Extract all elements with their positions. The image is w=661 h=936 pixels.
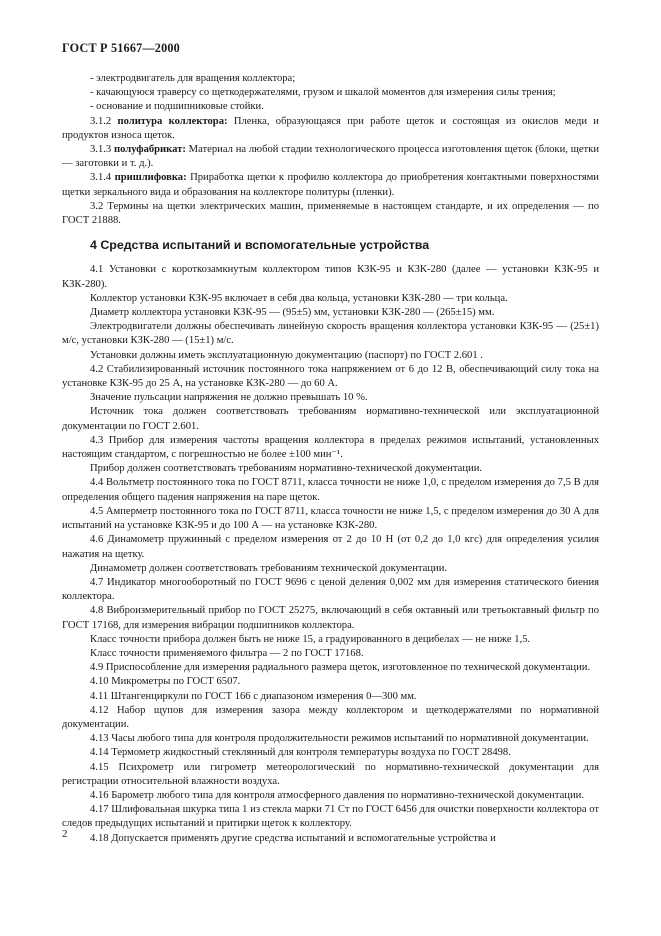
paragraph: 4.10 Микрометры по ГОСТ 6507. <box>90 676 241 688</box>
paragraph: 4.18 Допускается применять другие средства испытаний и вспомогательные устройства и <box>90 832 496 844</box>
document-header: ГОСТ Р 51667—2000 <box>62 41 180 55</box>
paragraph: Источник тока должен соответствовать требованиям нормативно-технической или эксплуатационной документации по ГОСТ 2.601. <box>62 406 599 432</box>
defined-term: пришлифовка: <box>114 172 187 184</box>
defined-term: полуфабрикат: <box>114 144 186 156</box>
paragraph: Прибор должен соответствовать требованиям нормативно-технической документации. <box>90 463 483 475</box>
paragraph: - качающуюся траверсу со щеткодержателями, грузом и шкалой моментов для измерения силы трения; <box>90 87 556 99</box>
paragraph: Значение пульсации напряжения не должно превышать 10 %. <box>90 392 368 404</box>
clause-number: 3.1.2 <box>90 115 112 127</box>
paragraph: 3.2 Термины на щетки электрических машин, применяемые в настоящем стандарте, и их определения — по ГОСТ 21888. <box>62 200 599 227</box>
paragraph: - электродвигатель для вращения коллектора; <box>90 73 296 84</box>
paragraph: 4.12 Набор щупов для измерения зазора между коллектором и щеткодержателями по нормативной документации. <box>62 704 599 730</box>
paragraph: 4.11 Штангенциркули по ГОСТ 166 с диапазоном измерения 0—300 мм. <box>90 690 417 702</box>
definition-text: Приработка щетки к профилю коллектора до приобретения контактными поверхностями щетки зеркального вида и образования на коллекторе политуры (пленки). <box>62 172 599 198</box>
term-definition <box>62 143 599 171</box>
paragraph: 4.2 Стабилизированный источник постоянного тока напряжением от 6 до 12 В, обеспечивающий силу тока на установке КЗК-95 до 25 А, на установке КЗК-280 — до 60 А. <box>62 363 599 390</box>
paragraph: - основание и подшипниковые стойки. <box>90 101 264 113</box>
paragraph: 4.14 Термометр жидкостный стеклянный для контроля температуры воздуха по ГОСТ 28498. <box>90 747 511 759</box>
paragraph: Коллектор установки КЗК-95 включает в себя два кольца, установки КЗК-280 — три кольца. <box>90 292 508 304</box>
paragraph: 4.1 Установки с короткозамкнутым коллектором типов КЗК-95 и КЗК-280 (далее — установки КЗК-95 и КЗК-280). <box>62 264 599 290</box>
paragraph: Динамометр должен соответствовать требованиям технической документации. <box>90 562 448 574</box>
term-definition <box>62 115 599 143</box>
paragraph: 4.17 Шлифовальная шкурка типа 1 из стекла марки 71 Ст по ГОСТ 6456 для очистки поверхности коллектора от следов предыдущих испытаний и притирки щеток к коллектору. <box>62 804 599 830</box>
definition-text: Материал на любой стадии технологического процесса изготовления щеток (блоки, щетки — заготовки и т. д.). <box>62 144 600 170</box>
defined-term: политура коллектора: <box>117 115 228 127</box>
paragraph: Класс точности прибора должен быть не ниже 15, а градуированного в децибелах — не ниже 1,5. <box>90 633 531 645</box>
clause-number: 3.1.3 <box>90 144 112 156</box>
paragraph: 4.13 Часы любого типа для контроля продолжительности режимов испытаний по нормативной документации. <box>90 733 589 745</box>
paragraph: 4.5 Амперметр постоянного тока по ГОСТ 8711, класса точности не ниже 1,5, с пределом измерения до 30 А для испытаний на установке КЗК-95 и до 100 А — на установке КЗК-280. <box>62 505 599 532</box>
clause-number: 3.1.4 <box>90 172 112 184</box>
paragraph: 4.8 Виброизмерительный прибор по ГОСТ 25275, включающий в себя октавный или третьоктавный фильтр по ГОСТ 17168, для измерения вибрации подшипников коллектора. <box>62 605 599 631</box>
paragraph: 4.6 Динамометр пружинный с пределом измерения от 2 до 10 Н (от 0,2 до 1,0 кгс) для определения усилия нажатия на щетку. <box>62 534 599 560</box>
paragraph: 4.4 Вольтметр постоянного тока по ГОСТ 8711, класса точности не ниже 1,0, с пределом измерения до 7,5 В для определения общего падения напряжения на паре щеток. <box>62 477 599 503</box>
paragraph: Диаметр коллектора установки КЗК-95 — (95±5) мм, установки КЗК-280 — (265±15) мм. <box>90 307 495 319</box>
paragraph: Установки должны иметь эксплуатационную документацию (паспорт) по ГОСТ 2.601 . <box>90 349 483 361</box>
document-body <box>62 72 599 846</box>
definition-text: Пленка, образующаяся при работе щеток и состоящая из окислов меди и продуктов износа щеток. <box>62 115 599 141</box>
paragraph: Класс точности применяемого фильтра — 2 по ГОСТ 17168. <box>90 647 364 659</box>
paragraph: 4.7 Индикатор многооборотный по ГОСТ 9696 с ценой деления 0,002 мм для измерения статического биения коллектора. <box>62 576 599 603</box>
paragraph: Электродвигатели должны обеспечивать линейную скорость вращения коллектора установки КЗК-95 — (25±1) м/с, установки КЗК-280 — (15±1) м/с. <box>62 321 599 347</box>
paragraph: 4.3 Прибор для измерения частоты вращения коллектора в пределах режимов испытаний, установленных настоящим стандартом, с погрешностью не более ±100 мин⁻¹. <box>62 434 599 461</box>
paragraph: 4.9 Приспособление для измерения радиального размера щеток, изготовленное по технической документации. <box>90 662 591 674</box>
section-heading: 4 Средства испытаний и вспомогательные устройства <box>90 238 430 253</box>
page-number: 2 <box>62 828 68 840</box>
term-definition <box>62 171 599 199</box>
paragraph: 4.16 Барометр любого типа для контроля атмосферного давления по нормативно-технической документации. <box>90 789 584 801</box>
paragraph: 4.15 Психрометр или гигрометр метеорологический по нормативно-технической документации для регистрации относительной влажности воздуха. <box>62 761 599 787</box>
